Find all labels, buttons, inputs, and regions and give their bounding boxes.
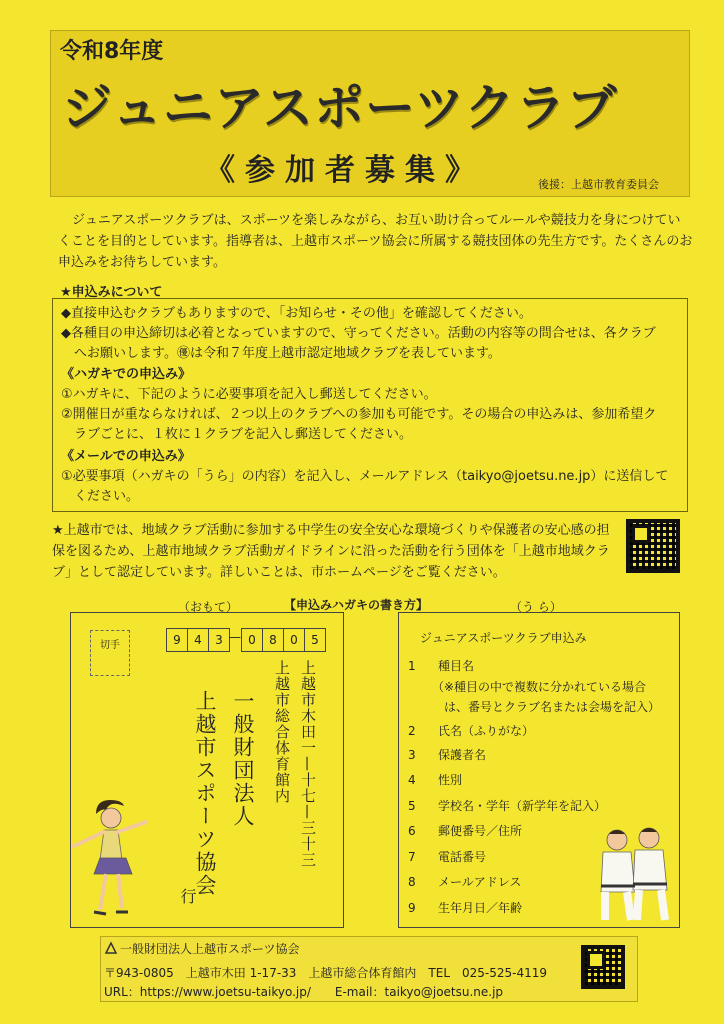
page-subtitle: 《参加者募集》 — [205, 153, 485, 188]
back-item-text: 生年月日／年齢 — [438, 901, 523, 915]
recipient-name: 上越市スポーツ協会 — [193, 690, 217, 897]
recipient-address: 上越市木田一—十七—三十三 — [299, 660, 317, 868]
back-item — [408, 746, 486, 764]
back-item-number: 1 — [408, 659, 416, 673]
back-item-text: （※種目の中で複数に分かれている場合 — [432, 680, 647, 694]
support-note: 後援：上越市教育委員会 — [538, 178, 659, 191]
recipient-address-building: 上越市総合体育館内 — [273, 660, 291, 804]
recipient-suffix: 行 — [178, 888, 197, 904]
back-item-number: 7 — [408, 850, 416, 864]
postcard-guide-title: 【申込みハガキの書き方】 — [284, 598, 429, 612]
zip-digit: 4 — [187, 628, 209, 652]
back-item — [408, 873, 521, 891]
judo-illustration — [595, 826, 673, 926]
back-item — [408, 698, 660, 716]
back-item-number: 4 — [408, 773, 416, 787]
back-title: ジュニアスポーツクラブ申込み — [420, 631, 587, 645]
footer-address: 〒943-0805 上越市木田 1-17-33 上越市総合体育館内 TEL 025-525-4119 — [104, 966, 548, 980]
back-item — [408, 797, 606, 815]
howto-line: ◆各種目の申込締切は必着となっていますので、守ってください。活動の内容等の問合せは、各クラブ — [61, 326, 656, 341]
zip-digit: 0 — [241, 628, 263, 652]
stamp-box: 切手 — [90, 630, 130, 676]
email-method-heading: 《メールでの申込み》 — [61, 449, 191, 464]
back-item-text: 氏名（ふりがな） — [438, 724, 535, 738]
association-logo-icon — [104, 941, 118, 955]
footer-contact[interactable]: URL：https://www.joetsu-taikyo.jp/ E-mail：taikyo@joetsu.ne.jp — [104, 985, 504, 999]
zip-digit: 3 — [208, 628, 230, 652]
howto-line: ①必要事項（ハガキの「うら」の内容）を記入し、メールアドレス（taikyo@joetsu.ne.jp）に送信して — [61, 469, 669, 484]
back-item-text: 郵便番号／住所 — [438, 824, 523, 838]
back-item-number: 6 — [408, 824, 416, 838]
back-item-text: 性別 — [438, 773, 463, 787]
back-label: （う ら） — [510, 600, 562, 614]
back-item-number: 8 — [408, 875, 416, 889]
back-item — [408, 722, 534, 740]
zip-digit: 5 — [304, 628, 326, 652]
back-item-text: 種目名 — [438, 659, 475, 673]
figure-skater-illustration — [64, 796, 156, 930]
footer-qr-code-icon[interactable] — [581, 945, 625, 989]
howto-box — [52, 298, 688, 512]
howto-line: へお願いします。㊝は令和７年度上越市認定地域クラブを表しています。 — [61, 346, 501, 361]
back-item-text: メールアドレス — [438, 875, 522, 889]
back-item-number: 9 — [408, 901, 416, 915]
qr-code-icon[interactable] — [626, 519, 680, 573]
footer-org: 一般財団法人上越市スポーツ協会 — [120, 942, 300, 956]
back-item-text: 電話番号 — [438, 850, 487, 864]
howto-line: ください。 — [61, 489, 140, 504]
howto-heading: ★申込みについて — [60, 285, 163, 300]
back-item-number: 3 — [408, 748, 416, 762]
back-item-number: 5 — [408, 799, 416, 813]
back-item-text: は、番号とクラブ名または会場を記入） — [432, 700, 661, 714]
back-item — [408, 848, 486, 866]
zip-digit: 9 — [166, 628, 188, 652]
howto-line: ①ハガキに、下記のように必要事項を記入し郵送してください。 — [61, 387, 437, 402]
back-item-text: 保護者名 — [438, 748, 487, 762]
page-title: ジュニアスポーツクラブ — [62, 79, 618, 137]
back-item-text: 学校名・学年（新学年を記入） — [438, 799, 607, 813]
front-label: （おもて） — [178, 600, 239, 614]
back-item-number: 2 — [408, 724, 416, 738]
fiscal-year: 令和8年度 — [60, 39, 164, 64]
howto-line: ②開催日が重ならなければ、２つ以上のクラブへの参加も可能です。その場合の申込みは、参加希望ク — [61, 407, 657, 422]
postcard-method-heading: 《ハガキでの申込み》 — [61, 367, 192, 382]
zip-digit: 0 — [283, 628, 305, 652]
back-item — [408, 678, 646, 696]
howto-line: ◆直接申込むクラブもありますので、「お知らせ・その他」を確認してください。 — [61, 306, 532, 321]
back-item — [408, 822, 522, 840]
back-item — [408, 657, 474, 675]
intro-text: ジュニアスポーツクラブは、スポーツを楽しみながら、お互い助け合ってルールや競技力を身につけていくことを目的としています。指導者は、上越市スポーツ協会に所属する競技団体の先生方です。たくさんのお申込みをお待ちしています。 — [58, 213, 693, 270]
back-item — [408, 899, 522, 917]
recipient-org-type: 一般財団法人 — [231, 690, 255, 828]
regional-club-note: ★上越市では、地域クラブ活動に参加する中学生の安全安心な環境づくりや保護者の安心感の担保を図るため、上越市地域クラブ活動ガイドラインに沿った活動を行う団体を「上越市地域クラブ」として認定しています。詳しいことは、市ホームページをご覧ください。 — [52, 523, 610, 580]
zip-dash: — — [229, 630, 241, 644]
howto-line: ラブごとに、１枚に１クラブを記入し郵送してください。 — [61, 427, 413, 442]
back-item — [408, 771, 462, 789]
zip-digit: 8 — [262, 628, 284, 652]
